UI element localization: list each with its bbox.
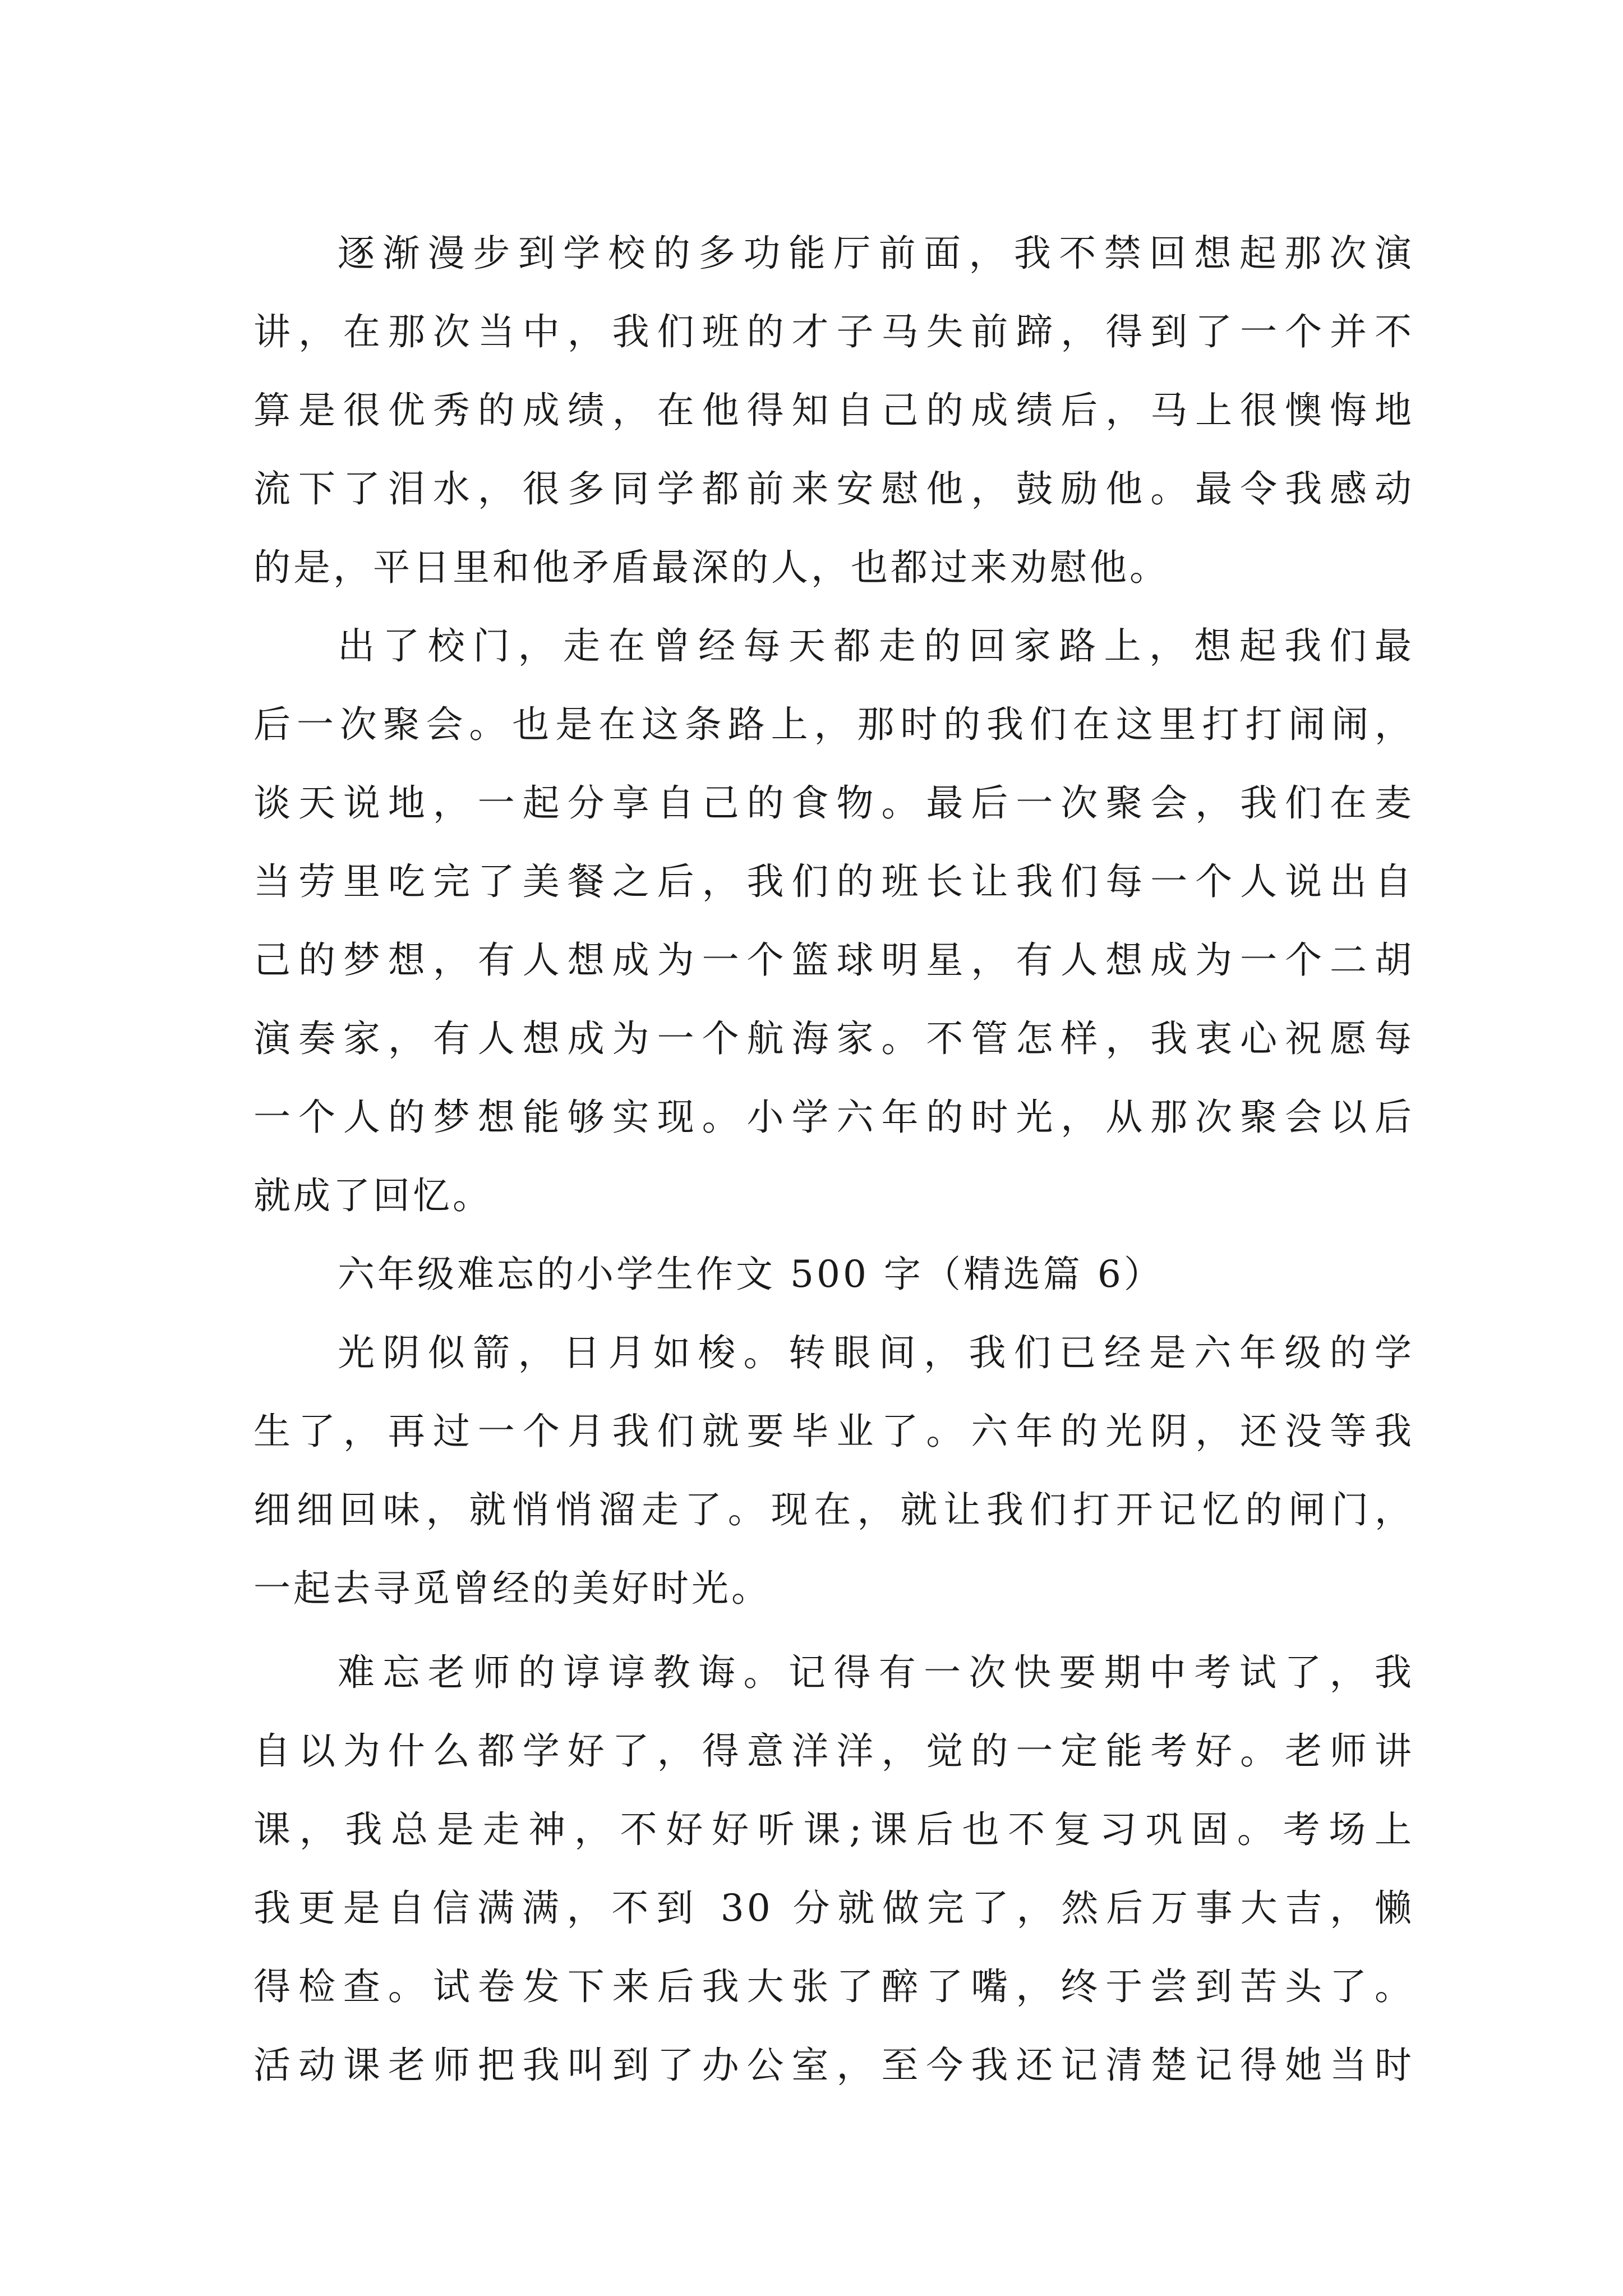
paragraph-line: 流下了泪水，很多同学都前来安慰他，鼓励他。最令我感动 [253,467,1414,510]
body-text [253,214,1414,2105]
paragraph-line: 当劳里吃完了美餐之后，我们的班长让我们每一个人说出自 [253,860,1414,903]
paragraph-line: 算是很优秀的成绩，在他得知自己的成绩后，马上很懊悔地 [253,389,1414,432]
paragraph-line: 谈天说地，一起分享自己的食物。最后一次聚会，我们在麦 [253,781,1414,825]
paragraph-line: 活动课老师把我叫到了办公室，至今我还记清楚记得她当时 [253,2044,1414,2087]
paragraph-line: 就成了回忆。 [253,1174,492,1217]
section-heading: 六年级难忘的小学生作文 500 字（精选篇 6） [338,1253,1164,1296]
paragraph-line: 一起去寻觅曾经的美好时光。 [253,1567,771,1610]
paragraph-line: 难忘老师的谆谆教诲。记得有一次快要期中考试了，我 [338,1651,1414,1694]
paragraph-line: 生了，再过一个月我们就要毕业了。六年的光阴，还没等我 [253,1410,1414,1453]
paragraph-line: 得检查。试卷发下来后我大张了醉了嘴，终于尝到苦头了。 [253,1965,1414,2008]
paragraph-line: 一个人的梦想能够实现。小学六年的时光，从那次聚会以后 [253,1096,1414,1139]
paragraph-line: 课，我总是走神，不好好听课;课后也不复习巩固。考场上 [253,1808,1414,1851]
paragraph-line: 后一次聚会。也是在这条路上，那时的我们在这里打打闹闹， [253,703,1414,746]
paragraph-line: 光阴似箭，日月如梭。转眼间，我们已经是六年级的学 [338,1331,1414,1374]
paragraph-line: 我更是自信满满，不到 30 分就做完了，然后万事大吉，懒 [253,1887,1414,1930]
paragraph-line: 的是，平日里和他矛盾最深的人，也都过来劝慰他。 [253,546,1169,589]
paragraph-line: 讲，在那次当中，我们班的才子马失前蹄，得到了一个并不 [253,310,1414,353]
paragraph-line: 细细回味，就悄悄溜走了。现在，就让我们打开记忆的闸门， [253,1488,1414,1531]
paragraph-line: 己的梦想，有人想成为一个篮球明星，有人想成为一个二胡 [253,938,1414,982]
paragraph-line: 自以为什么都学好了，得意洋洋，觉的一定能考好。老师讲 [253,1729,1414,1773]
paragraph-line: 演奏家，有人想成为一个航海家。不管怎样，我衷心祝愿每 [253,1017,1414,1060]
paragraph-line: 逐渐漫步到学校的多功能厅前面，我不禁回想起那次演 [338,232,1414,275]
paragraph-line: 出了校门，走在曾经每天都走的回家路上，想起我们最 [338,624,1414,668]
